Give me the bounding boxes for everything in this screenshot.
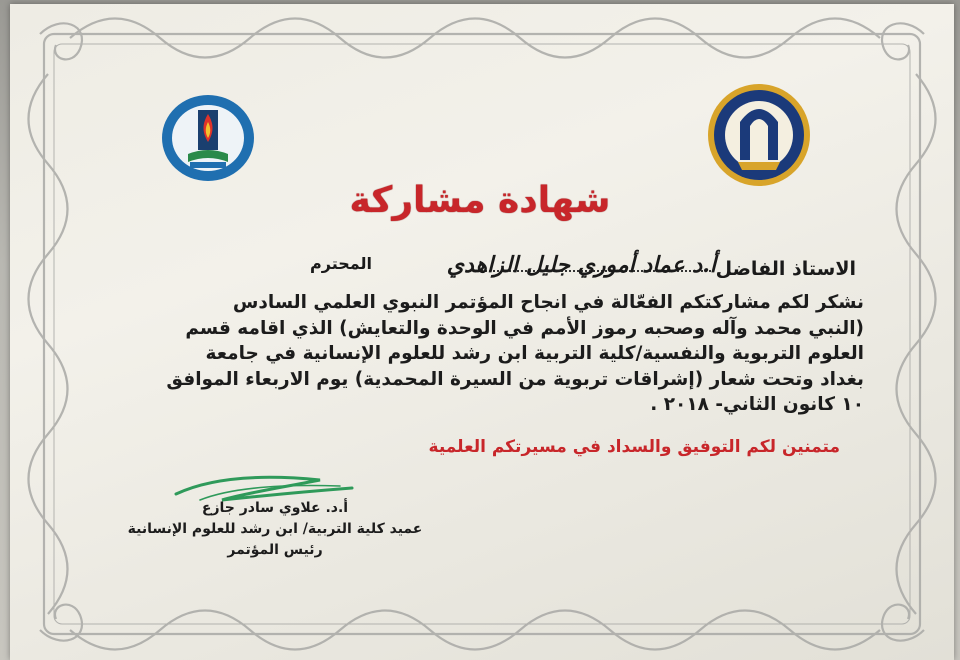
wish-text: متمنين لكم التوفيق والسداد في مسيرتكم العلمية — [428, 437, 840, 457]
body-line: العلوم التربوية والنفسية/كلية التربية ابن رشد للعلوم الإنسانية في جامعة — [205, 343, 864, 364]
salutation-label: الاستاذ الفاضل — [715, 258, 856, 280]
college-logo-icon — [158, 92, 258, 184]
university-logo-icon — [704, 82, 814, 188]
signatory-title: عميد كلية التربية/ ابن رشد للعلوم الإنسانية — [127, 521, 423, 537]
body-line: (النبي محمد وآله وصحبه رموز الأمم في الوحدة والتعايش) الذي اقامه قسم — [185, 317, 864, 339]
body-line: نشكر لكم مشاركتكم الفعّالة في انجاح المؤتمر النبوي العلمي السادس — [232, 292, 864, 313]
signature-block — [110, 498, 440, 561]
body-line: ١٠ كانون الثاني- ٢٠١٨ . — [650, 394, 864, 415]
certificate-title: شهادة مشاركة — [349, 180, 611, 221]
signatory-name: أ.د. علاوي سادر جازع — [201, 500, 349, 516]
body-line: بغداد وتحت شعار (إشراقات تربوية من السيرة المحمدية) يوم الاربعاء الموافق — [166, 368, 864, 390]
respected-label: المحترم — [310, 254, 372, 273]
certificate-body — [128, 290, 864, 418]
recipient-name: أ.د عماد أموري جليل الزاهدي — [446, 252, 716, 278]
signatory-role: رئيس المؤتمر — [227, 542, 323, 558]
